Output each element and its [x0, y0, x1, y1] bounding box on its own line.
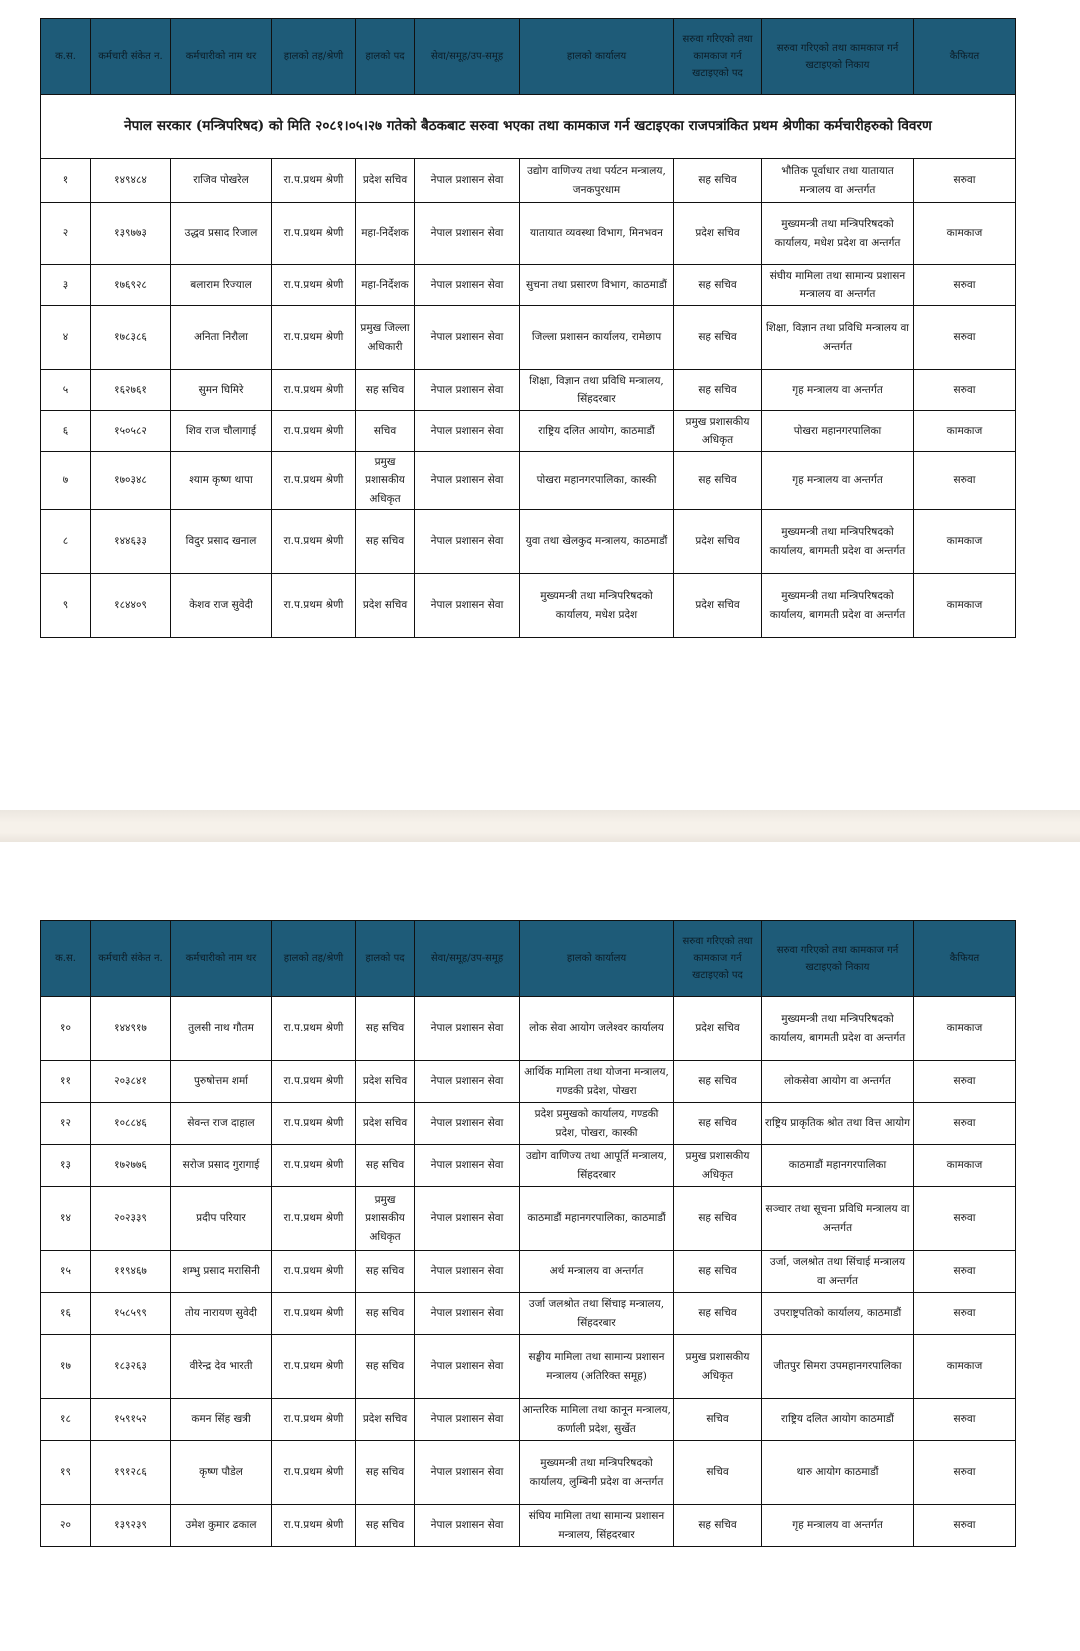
cell-assigned-office: गृह मन्त्रालय वा अन्तर्गत: [762, 452, 914, 510]
cell-assigned-post: प्रदेश सचिव: [674, 510, 762, 574]
cell-serial: १४: [41, 1187, 91, 1251]
table-row: [41, 411, 1016, 452]
cell-level: रा.प.प्रथम श्रेणी: [272, 159, 356, 203]
cell-service-group: नेपाल प्रशासन सेवा: [415, 574, 520, 638]
cell-employee-name: बलाराम रिज्याल: [171, 265, 272, 306]
cell-serial: ५: [41, 370, 91, 411]
cell-level: रा.प.प्रथम श्रेणी: [272, 574, 356, 638]
cell-employee-name: श्याम कृष्ण थापा: [171, 452, 272, 510]
cell-employee-code: १५०५८२: [91, 411, 171, 452]
cell-remarks: कामकाज: [914, 997, 1016, 1061]
cell-remarks: कामकाज: [914, 411, 1016, 452]
cell-serial: १९: [41, 1441, 91, 1505]
cell-current-office: शिक्षा, विज्ञान तथा प्रविधि मन्त्रालय, सिंहदरबार: [520, 370, 674, 411]
cell-employee-code: २०३८४१: [91, 1061, 171, 1103]
cell-remarks: सरुवा: [914, 265, 1016, 306]
cell-remarks: कामकाज: [914, 1335, 1016, 1399]
cell-employee-code: १७६९२८: [91, 265, 171, 306]
cell-remarks: सरुवा: [914, 1103, 1016, 1145]
cell-assigned-post: प्रमुख प्रशासकीय अधिकृत: [674, 1335, 762, 1399]
cell-employee-code: १३९७७३: [91, 203, 171, 265]
cell-current-post: प्रमुख प्रशासकीय अधिकृत: [356, 452, 415, 510]
table-row: [41, 1251, 1016, 1293]
cell-current-post: प्रदेश सचिव: [356, 1103, 415, 1145]
col-header-new-office: सरुवा गरिएको तथा कामकाज गर्न खटाइएको निकाय: [762, 19, 914, 95]
table-row: [41, 306, 1016, 370]
col-header-new-post: सरुवा गरिएको तथा कामकाज गर्न खटाइएको पद: [674, 921, 762, 997]
table-row: [41, 1187, 1016, 1251]
cell-employee-code: ११९४६७: [91, 1251, 171, 1293]
cell-current-office: संघिय मामिला तथा सामान्य प्रशासन मन्त्रालय, सिंहदरबार: [520, 1505, 674, 1547]
cell-current-office: उर्जा जलश्रोत तथा सिंचाइ मन्त्रालय, सिंहदरबार: [520, 1293, 674, 1335]
cell-remarks: कामकाज: [914, 203, 1016, 265]
table-row: [41, 1103, 1016, 1145]
cell-service-group: नेपाल प्रशासन सेवा: [415, 452, 520, 510]
col-header-level: हालको तह/श्रेणी: [272, 19, 356, 95]
col-header-remarks: कैफियत: [914, 921, 1016, 997]
cell-service-group: नेपाल प्रशासन सेवा: [415, 265, 520, 306]
cell-level: रा.प.प्रथम श्रेणी: [272, 1441, 356, 1505]
cell-assigned-office: उर्जा, जलश्रोत तथा सिंचाई मन्त्रालय वा अन्तर्गत: [762, 1251, 914, 1293]
cell-current-post: सह सचिव: [356, 1293, 415, 1335]
cell-employee-name: वीरेन्द्र देव भारती: [171, 1335, 272, 1399]
cell-current-office: अर्थ मन्त्रालय वा अन्तर्गत: [520, 1251, 674, 1293]
cell-current-office: आन्तरिक मामिला तथा कानून मन्त्रालय, कर्णाली प्रदेश, सुर्खेत: [520, 1399, 674, 1441]
cell-level: रा.प.प्रथम श्रेणी: [272, 1103, 356, 1145]
cell-current-post: सह सचिव: [356, 997, 415, 1061]
cell-remarks: सरुवा: [914, 1505, 1016, 1547]
cell-assigned-post: प्रदेश सचिव: [674, 203, 762, 265]
cell-assigned-office: मुख्यमन्त्री तथा मन्त्रिपरिषदको कार्यालय, बागमती प्रदेश वा अन्तर्गत: [762, 574, 914, 638]
cell-assigned-office: लोकसेवा आयोग वा अन्तर्गत: [762, 1061, 914, 1103]
cell-serial: ३: [41, 265, 91, 306]
cell-current-office: जिल्ला प्रशासन कार्यालय, रामेछाप: [520, 306, 674, 370]
page-separator: [0, 810, 1080, 842]
cell-employee-name: कृष्ण पौडेल: [171, 1441, 272, 1505]
transfer-table-page-1: [40, 18, 1016, 638]
table-body-page-1: [41, 159, 1016, 638]
cell-remarks: सरुवा: [914, 1441, 1016, 1505]
cell-current-post: महा-निर्देशक: [356, 203, 415, 265]
cell-service-group: नेपाल प्रशासन सेवा: [415, 1399, 520, 1441]
cell-assigned-office: गृह मन्त्रालय वा अन्तर्गत: [762, 1505, 914, 1547]
col-header-serial: क.स.: [41, 19, 91, 95]
cell-employee-code: १६२७६१: [91, 370, 171, 411]
cell-current-office: सुचना तथा प्रसारण विभाग, काठमाडौं: [520, 265, 674, 306]
cell-employee-name: सरोज प्रसाद गुरागाई: [171, 1145, 272, 1187]
cell-remarks: सरुवा: [914, 159, 1016, 203]
table-row: [41, 452, 1016, 510]
cell-assigned-office: मुख्यमन्त्री तथा मन्त्रिपरिषदको कार्यालय, मधेश प्रदेश वा अन्तर्गत: [762, 203, 914, 265]
cell-assigned-post: प्रमुख प्रशासकीय अधिकृत: [674, 411, 762, 452]
cell-current-office: उद्योग वाणिज्य तथा पर्यटन मन्त्रालय, जनकपुरधाम: [520, 159, 674, 203]
cell-employee-name: कमन सिंह खत्री: [171, 1399, 272, 1441]
table-body-page-2: [41, 997, 1016, 1547]
cell-remarks: सरुवा: [914, 1061, 1016, 1103]
cell-serial: १: [41, 159, 91, 203]
cell-employee-name: पुरुषोत्तम शर्मा: [171, 1061, 272, 1103]
title-row: [41, 95, 1016, 159]
table-row: [41, 510, 1016, 574]
table-row: [41, 1505, 1016, 1547]
cell-current-office: पोखरा महानगरपालिका, कास्की: [520, 452, 674, 510]
cell-serial: १५: [41, 1251, 91, 1293]
cell-serial: १७: [41, 1335, 91, 1399]
cell-service-group: नेपाल प्रशासन सेवा: [415, 1335, 520, 1399]
cell-current-office: उद्योग वाणिज्य तथा आपूर्ति मन्त्रालय, सिंहदरबार: [520, 1145, 674, 1187]
cell-serial: ८: [41, 510, 91, 574]
cell-service-group: नेपाल प्रशासन सेवा: [415, 306, 520, 370]
cell-employee-code: १३९२३९: [91, 1505, 171, 1547]
col-header-name: कर्मचारीको नाम थर: [171, 921, 272, 997]
cell-current-post: सह सचिव: [356, 1335, 415, 1399]
cell-service-group: नेपाल प्रशासन सेवा: [415, 1293, 520, 1335]
cell-current-office: मुख्यमन्त्री तथा मन्त्रिपरिषदको कार्यालय, लुम्बिनी प्रदेश वा अन्तर्गत: [520, 1441, 674, 1505]
cell-level: रा.प.प्रथम श्रेणी: [272, 1251, 356, 1293]
cell-service-group: नेपाल प्रशासन सेवा: [415, 1441, 520, 1505]
cell-level: रा.प.प्रथम श्रेणी: [272, 1061, 356, 1103]
cell-employee-code: १०८८४६: [91, 1103, 171, 1145]
cell-current-post: प्रदेश सचिव: [356, 159, 415, 203]
cell-remarks: सरुवा: [914, 452, 1016, 510]
cell-serial: २: [41, 203, 91, 265]
table-row: [41, 1399, 1016, 1441]
cell-service-group: नेपाल प्रशासन सेवा: [415, 1187, 520, 1251]
cell-service-group: नेपाल प्रशासन सेवा: [415, 1103, 520, 1145]
cell-serial: ११: [41, 1061, 91, 1103]
cell-serial: १०: [41, 997, 91, 1061]
cell-service-group: नेपाल प्रशासन सेवा: [415, 1061, 520, 1103]
cell-employee-name: तोय नारायण सुवेदी: [171, 1293, 272, 1335]
cell-assigned-office: मुख्यमन्त्री तथा मन्त्रिपरिषदको कार्यालय, बागमती प्रदेश वा अन्तर्गत: [762, 997, 914, 1061]
cell-serial: ९: [41, 574, 91, 638]
col-header-service: सेवा/समूह/उप-समूह: [415, 921, 520, 997]
cell-level: रा.प.प्रथम श्रेणी: [272, 203, 356, 265]
cell-employee-name: उमेश कुमार ढकाल: [171, 1505, 272, 1547]
table-row: [41, 574, 1016, 638]
cell-remarks: सरुवा: [914, 1187, 1016, 1251]
cell-serial: १३: [41, 1145, 91, 1187]
cell-remarks: कामकाज: [914, 1145, 1016, 1187]
cell-level: रा.प.प्रथम श्रेणी: [272, 265, 356, 306]
col-header-service: सेवा/समूह/उप-समूह: [415, 19, 520, 95]
cell-employee-code: १५९१५२: [91, 1399, 171, 1441]
col-header-employee-code: कर्मचारी संकेत न.: [91, 921, 171, 997]
cell-serial: १२: [41, 1103, 91, 1145]
cell-serial: १८: [41, 1399, 91, 1441]
cell-level: रा.प.प्रथम श्रेणी: [272, 1187, 356, 1251]
cell-employee-code: १४४६३३: [91, 510, 171, 574]
cell-assigned-post: सह सचिव: [674, 452, 762, 510]
cell-assigned-office: राष्ट्रिय दलित आयोग काठमाडौं: [762, 1399, 914, 1441]
cell-level: रा.प.प्रथम श्रेणी: [272, 1399, 356, 1441]
cell-assigned-office: सञ्चार तथा सूचना प्रविधि मन्त्रालय वा अन्तर्गत: [762, 1187, 914, 1251]
cell-employee-name: केशव राज सुवेदी: [171, 574, 272, 638]
cell-assigned-office: उपराष्ट्रपतिको कार्यालय, काठमाडौं: [762, 1293, 914, 1335]
cell-employee-name: राजिव पोखरेल: [171, 159, 272, 203]
table-row: [41, 159, 1016, 203]
cell-assigned-office: थारु आयोग काठमाडौं: [762, 1441, 914, 1505]
cell-assigned-office: काठमाडौं महानगरपालिका: [762, 1145, 914, 1187]
cell-service-group: नेपाल प्रशासन सेवा: [415, 1145, 520, 1187]
cell-assigned-post: सह सचिव: [674, 370, 762, 411]
cell-service-group: नेपाल प्रशासन सेवा: [415, 203, 520, 265]
cell-remarks: कामकाज: [914, 510, 1016, 574]
cell-serial: २०: [41, 1505, 91, 1547]
cell-employee-code: १८४४०९: [91, 574, 171, 638]
cell-remarks: सरुवा: [914, 1251, 1016, 1293]
table-row: [41, 1145, 1016, 1187]
cell-assigned-post: सह सचिव: [674, 306, 762, 370]
cell-assigned-post: सह सचिव: [674, 265, 762, 306]
cell-employee-name: सेवन्त राज दाहाल: [171, 1103, 272, 1145]
transfer-table-page-2: [40, 920, 1016, 1547]
cell-assigned-office: राष्ट्रिय प्राकृतिक श्रोत तथा वित्त आयोग: [762, 1103, 914, 1145]
cell-employee-name: सुमन घिमिरे: [171, 370, 272, 411]
cell-level: रा.प.प्रथम श्रेणी: [272, 1335, 356, 1399]
cell-remarks: सरुवा: [914, 1399, 1016, 1441]
cell-service-group: नेपाल प्रशासन सेवा: [415, 411, 520, 452]
cell-assigned-post: सह सचिव: [674, 1103, 762, 1145]
cell-level: रा.प.प्रथम श्रेणी: [272, 1505, 356, 1547]
cell-current-office: मुख्यमन्त्री तथा मन्त्रिपरिषदको कार्यालय, मधेश प्रदेश: [520, 574, 674, 638]
cell-service-group: नेपाल प्रशासन सेवा: [415, 1505, 520, 1547]
cell-current-post: प्रदेश सचिव: [356, 574, 415, 638]
col-header-post: हालको पद: [356, 19, 415, 95]
cell-current-office: आर्थिक मामिला तथा योजना मन्त्रालय, गण्डकी प्रदेश, पोखरा: [520, 1061, 674, 1103]
table-row: [41, 203, 1016, 265]
cell-current-post: प्रमुख जिल्ला अधिकारी: [356, 306, 415, 370]
table-row: [41, 370, 1016, 411]
cell-level: रा.प.प्रथम श्रेणी: [272, 510, 356, 574]
col-header-office: हालको कार्यालय: [520, 19, 674, 95]
cell-service-group: नेपाल प्रशासन सेवा: [415, 159, 520, 203]
cell-assigned-post: सह सचिव: [674, 1251, 762, 1293]
cell-assigned-post: सह सचिव: [674, 1061, 762, 1103]
table-row: [41, 265, 1016, 306]
cell-assigned-office: शिक्षा, विज्ञान तथा प्रविधि मन्त्रालय वा अन्तर्गत: [762, 306, 914, 370]
cell-employee-name: उद्धव प्रसाद रिजाल: [171, 203, 272, 265]
cell-assigned-post: सचिव: [674, 1441, 762, 1505]
col-header-employee-code: कर्मचारी संकेत न.: [91, 19, 171, 95]
cell-remarks: कामकाज: [914, 574, 1016, 638]
cell-serial: ६: [41, 411, 91, 452]
cell-level: रा.प.प्रथम श्रेणी: [272, 306, 356, 370]
cell-level: रा.प.प्रथम श्रेणी: [272, 452, 356, 510]
cell-employee-name: शिव राज चौलागाई: [171, 411, 272, 452]
cell-current-post: सचिव: [356, 411, 415, 452]
col-header-post: हालको पद: [356, 921, 415, 997]
cell-employee-code: १४९४८४: [91, 159, 171, 203]
col-header-new-office: सरुवा गरिएको तथा कामकाज गर्न खटाइएको निकाय: [762, 921, 914, 997]
cell-assigned-post: सह सचिव: [674, 1187, 762, 1251]
table-row: [41, 1335, 1016, 1399]
cell-employee-code: १९१२८६: [91, 1441, 171, 1505]
cell-serial: ७: [41, 452, 91, 510]
cell-assigned-office: पोखरा महानगरपालिका: [762, 411, 914, 452]
cell-current-post: महा-निर्देशक: [356, 265, 415, 306]
cell-current-post: सह सचिव: [356, 510, 415, 574]
cell-service-group: नेपाल प्रशासन सेवा: [415, 1251, 520, 1293]
cell-assigned-post: प्रदेश सचिव: [674, 574, 762, 638]
col-header-remarks: कैफियत: [914, 19, 1016, 95]
cell-remarks: सरुवा: [914, 306, 1016, 370]
col-header-level: हालको तह/श्रेणी: [272, 921, 356, 997]
cell-current-office: राष्ट्रिय दलित आयोग, काठमाडौं: [520, 411, 674, 452]
cell-level: रा.प.प्रथम श्रेणी: [272, 997, 356, 1061]
cell-service-group: नेपाल प्रशासन सेवा: [415, 510, 520, 574]
cell-assigned-office: जीतपुर सिमरा उपमहानगरपालिका: [762, 1335, 914, 1399]
table-header: [41, 19, 1016, 95]
table-header: [41, 921, 1016, 997]
cell-employee-code: १४४९१७: [91, 997, 171, 1061]
cell-level: रा.प.प्रथम श्रेणी: [272, 370, 356, 411]
cell-current-post: सह सचिव: [356, 1505, 415, 1547]
cell-current-office: काठमाडौं महानगरपालिका, काठमाडौं: [520, 1187, 674, 1251]
cell-employee-code: १७२७७६: [91, 1145, 171, 1187]
cell-current-post: प्रमुख प्रशासकीय अधिकृत: [356, 1187, 415, 1251]
cell-current-office: यातायात व्यवस्था विभाग, मिनभवन: [520, 203, 674, 265]
cell-service-group: नेपाल प्रशासन सेवा: [415, 370, 520, 411]
cell-current-post: सह सचिव: [356, 1441, 415, 1505]
cell-current-post: प्रदेश सचिव: [356, 1399, 415, 1441]
cell-level: रा.प.प्रथम श्रेणी: [272, 1145, 356, 1187]
cell-current-post: प्रदेश सचिव: [356, 1061, 415, 1103]
cell-employee-name: अनिता निरौला: [171, 306, 272, 370]
cell-assigned-office: भौतिक पूर्वाधार तथा यातायात मन्त्रालय वा अन्तर्गत: [762, 159, 914, 203]
cell-current-post: सह सचिव: [356, 370, 415, 411]
cell-assigned-office: संघीय मामिला तथा सामान्य प्रशासन मन्त्रालय वा अन्तर्गत: [762, 265, 914, 306]
cell-assigned-office: गृह मन्त्रालय वा अन्तर्गत: [762, 370, 914, 411]
cell-level: रा.प.प्रथम श्रेणी: [272, 1293, 356, 1335]
cell-current-post: सह सचिव: [356, 1251, 415, 1293]
cell-employee-name: तुलसी नाथ गौतम: [171, 997, 272, 1061]
table-row: [41, 997, 1016, 1061]
cell-assigned-office: मुख्यमन्त्री तथा मन्त्रिपरिषदको कार्यालय, बागमती प्रदेश वा अन्तर्गत: [762, 510, 914, 574]
cell-serial: ४: [41, 306, 91, 370]
cell-employee-name: विदुर प्रसाद खनाल: [171, 510, 272, 574]
cell-assigned-post: सह सचिव: [674, 1293, 762, 1335]
cell-employee-code: १५८५९९: [91, 1293, 171, 1335]
cell-current-office: युवा तथा खेलकुद मन्त्रालय, काठमाडौं: [520, 510, 674, 574]
cell-current-office: लोक सेवा आयोग जलेश्वर कार्यालय: [520, 997, 674, 1061]
cell-serial: १६: [41, 1293, 91, 1335]
cell-assigned-post: सह सचिव: [674, 1505, 762, 1547]
cell-current-post: सह सचिव: [356, 1145, 415, 1187]
col-header-name: कर्मचारीको नाम थर: [171, 19, 272, 95]
cell-assigned-post: सह सचिव: [674, 159, 762, 203]
cell-remarks: सरुवा: [914, 1293, 1016, 1335]
cell-employee-name: प्रदीप परियार: [171, 1187, 272, 1251]
document-title: नेपाल सरकार (मन्त्रिपरिषद) को मिति २०८१।०५।२७ गतेको बैठकबाट सरुवा भएका तथा कामकाज गर्न खटाइएका राजपत्रांकित प्रथम श्रेणीका कर्मचारीहरुको विवरण: [41, 95, 1016, 159]
table-row: [41, 1293, 1016, 1335]
col-header-serial: क.स.: [41, 921, 91, 997]
cell-current-office: प्रदेश प्रमुखको कार्यालय, गण्डकी प्रदेश, पोखरा, कास्की: [520, 1103, 674, 1145]
cell-current-office: सङ्घीय मामिला तथा सामान्य प्रशासन मन्त्रालय (अतिरिक्त समूह): [520, 1335, 674, 1399]
cell-employee-code: १८३२६३: [91, 1335, 171, 1399]
cell-employee-code: १७०३४८: [91, 452, 171, 510]
cell-service-group: नेपाल प्रशासन सेवा: [415, 997, 520, 1061]
col-header-new-post: सरुवा गरिएको तथा कामकाज गर्न खटाइएको पद: [674, 19, 762, 95]
col-header-office: हालको कार्यालय: [520, 921, 674, 997]
cell-employee-name: शम्भु प्रसाद मरासिनी: [171, 1251, 272, 1293]
cell-remarks: सरुवा: [914, 370, 1016, 411]
cell-level: रा.प.प्रथम श्रेणी: [272, 411, 356, 452]
cell-employee-code: १७८३८६: [91, 306, 171, 370]
table-row: [41, 1441, 1016, 1505]
cell-assigned-post: प्रमुख प्रशासकीय अधिकृत: [674, 1145, 762, 1187]
cell-employee-code: २०२३३९: [91, 1187, 171, 1251]
cell-assigned-post: सचिव: [674, 1399, 762, 1441]
table-row: [41, 1061, 1016, 1103]
cell-assigned-post: प्रदेश सचिव: [674, 997, 762, 1061]
